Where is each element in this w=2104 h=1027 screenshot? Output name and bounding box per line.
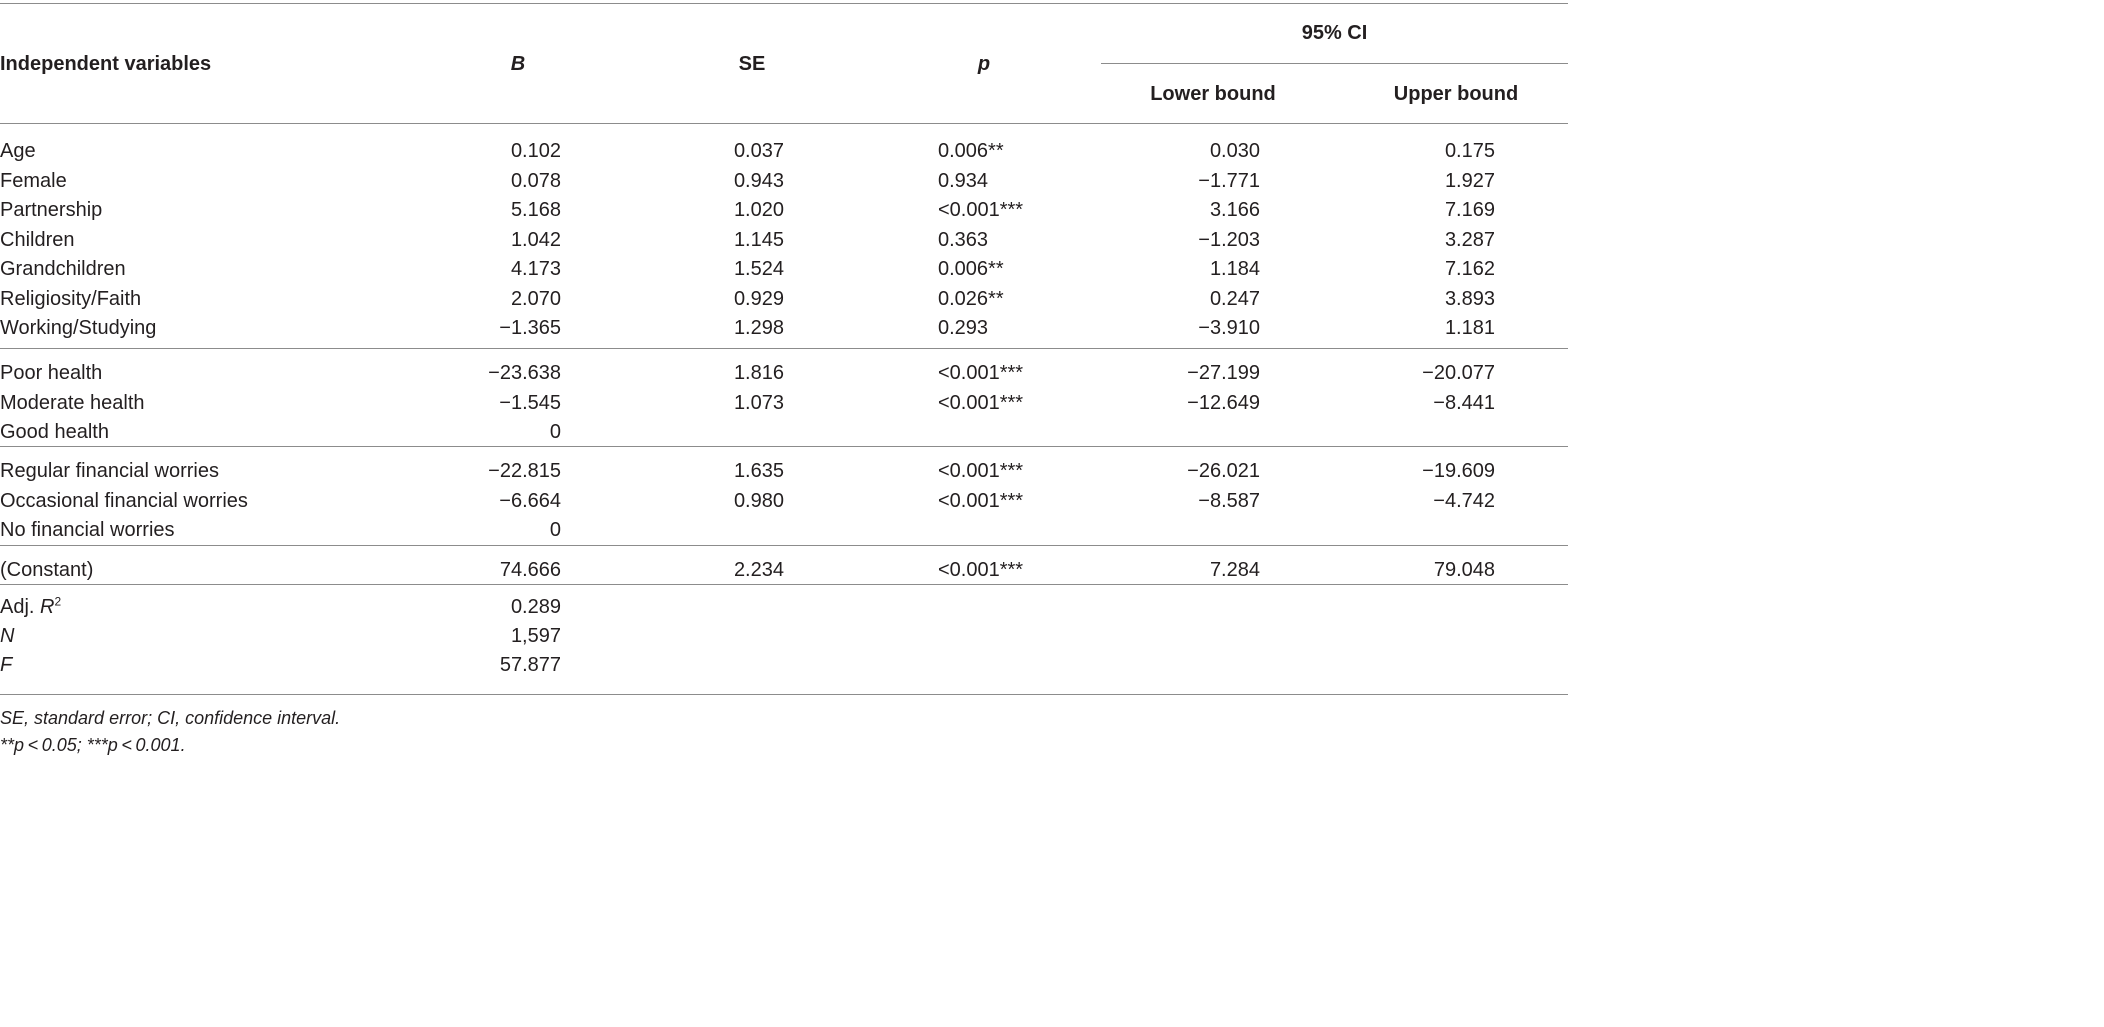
cell-se: 0.037: [733, 140, 784, 162]
cell-upper-bound: 3.287: [1444, 228, 1495, 251]
cell-variable: Female: [0, 169, 67, 192]
table-row: [0, 359, 1568, 388]
stats-value: 1,597: [510, 625, 561, 647]
cell-variable: Partnership: [0, 199, 103, 221]
cell-b: −6.664: [499, 489, 561, 512]
cell-variable: Grandchildren: [0, 258, 126, 280]
cell-variable: Religiosity/Faith: [0, 287, 142, 310]
cell-lower-bound: −27.199: [1187, 362, 1260, 384]
header-upper-bound: Upper bound: [1393, 83, 1519, 105]
cell-upper-bound: 7.162: [1444, 258, 1495, 280]
cell-lower-bound: 3.166: [1209, 199, 1260, 221]
cell-b: 1.042: [510, 228, 561, 251]
cell-lower-bound: 0.247: [1209, 287, 1260, 310]
cell-se: 1.020: [733, 199, 784, 221]
cell-b: −22.815: [488, 460, 561, 482]
footnote-significance: **p < 0.05; ***p < 0.001.: [0, 735, 186, 755]
cell-upper-bound: 79.048: [1433, 559, 1495, 581]
cell-b: 4.173: [510, 258, 561, 280]
cell-p: <0.001***: [938, 489, 1024, 512]
cell-variable: Age: [0, 140, 36, 162]
cell-p: <0.001***: [938, 362, 1024, 384]
cell-p: 0.006**: [938, 258, 1004, 280]
cell-variable: Poor health: [0, 362, 103, 384]
cell-se: 1.816: [733, 362, 784, 384]
cell-se: 2.234: [733, 559, 784, 581]
cell-p: 0.934: [938, 169, 989, 192]
cell-se: 0.943: [733, 169, 784, 192]
header-95-ci: 95% CI: [1301, 22, 1368, 44]
table-bottom-rule: [0, 694, 1568, 695]
header-lower-bound: Lower bound: [1150, 83, 1276, 105]
cell-lower-bound: −3.910: [1198, 317, 1260, 339]
cell-se: 1.635: [733, 460, 784, 482]
cell-b: −1.545: [499, 391, 561, 414]
cell-variable: Children: [0, 228, 75, 251]
table-row: [0, 314, 1568, 343]
stats-label: N: [0, 625, 15, 647]
stats-label: [0, 595, 61, 619]
cell-variable: No financial worries: [0, 519, 175, 541]
cell-b: 0.078: [510, 169, 561, 192]
cell-variable: Good health: [0, 421, 109, 443]
stats-row-adj-r2: [0, 593, 1568, 622]
cell-upper-bound: 7.169: [1444, 199, 1495, 221]
table-row: [0, 167, 1568, 196]
cell-se: 1.145: [733, 228, 784, 251]
cell-b: −23.638: [488, 362, 561, 384]
header-se: SE: [738, 53, 766, 75]
stats-row-n: [0, 622, 1568, 651]
cell-b: 0: [549, 421, 561, 443]
header-p: p: [977, 53, 991, 75]
cell-lower-bound: 0.030: [1209, 140, 1260, 162]
stats-value: 0.289: [510, 596, 561, 618]
header-b: B: [510, 53, 526, 75]
cell-lower-bound: −26.021: [1187, 460, 1260, 482]
cell-p: 0.293: [938, 317, 989, 339]
cell-upper-bound: −19.609: [1422, 460, 1495, 482]
adj-r2-variable: R: [40, 596, 55, 618]
table-row: [0, 516, 1568, 545]
adj-r2-prefix: Adj.: [0, 596, 41, 618]
ci-span-rule: [1101, 63, 1568, 64]
header-independent-variables: Independent variables: [0, 53, 212, 75]
cell-se: 1.298: [733, 317, 784, 339]
cell-b: 0.102: [510, 140, 561, 162]
header-bottom-rule: [0, 123, 1568, 124]
cell-p: 0.026**: [938, 287, 1004, 310]
cell-lower-bound: −1.203: [1198, 228, 1260, 251]
table-row: [0, 226, 1568, 255]
table-row: [0, 137, 1568, 166]
table-row: [0, 556, 1568, 585]
table-row: [0, 389, 1568, 418]
adj-r2-superscript: 2: [54, 594, 62, 609]
cell-se: 1.073: [733, 391, 784, 414]
cell-variable: Moderate health: [0, 391, 145, 414]
cell-lower-bound: −1.771: [1198, 169, 1260, 192]
group-separator-rule: [0, 584, 1568, 585]
stats-row-f: [0, 651, 1568, 680]
table-row: [0, 285, 1568, 314]
cell-upper-bound: 3.893: [1444, 287, 1495, 310]
cell-p: 0.363: [938, 228, 989, 251]
cell-b: 2.070: [510, 287, 561, 310]
cell-se: 0.980: [733, 489, 784, 512]
cell-lower-bound: −12.649: [1187, 391, 1260, 414]
cell-upper-bound: 1.181: [1444, 317, 1495, 339]
cell-variable: Regular financial worries: [0, 460, 219, 482]
cell-upper-bound: 0.175: [1444, 140, 1495, 162]
cell-variable: Working/Studying: [0, 317, 157, 339]
cell-b: 0: [549, 519, 561, 541]
cell-p: <0.001***: [938, 460, 1024, 482]
cell-se: 1.524: [733, 258, 784, 280]
stats-value: 57.877: [499, 654, 561, 676]
table-row: [0, 457, 1568, 486]
table-row: [0, 196, 1568, 225]
cell-p: <0.001***: [938, 199, 1024, 221]
stats-label: F: [0, 654, 13, 676]
cell-se: 0.929: [733, 287, 784, 310]
footnote-abbreviations: SE, standard error; CI, confidence interval.: [0, 708, 341, 728]
cell-upper-bound: −8.441: [1433, 391, 1495, 414]
cell-lower-bound: 1.184: [1209, 258, 1260, 280]
cell-upper-bound: −4.742: [1433, 489, 1495, 512]
cell-p: <0.001***: [938, 559, 1024, 581]
table-row: [0, 418, 1568, 447]
cell-p: <0.001***: [938, 391, 1024, 414]
cell-upper-bound: −20.077: [1422, 362, 1495, 384]
cell-variable: (Constant): [0, 559, 94, 581]
cell-b: 5.168: [510, 199, 561, 221]
group-separator-rule: [0, 446, 1568, 447]
table-row: [0, 487, 1568, 516]
cell-b: 74.666: [499, 559, 561, 581]
cell-lower-bound: 7.284: [1209, 559, 1260, 581]
group-separator-rule: [0, 348, 1568, 349]
cell-variable: Occasional financial worries: [0, 489, 248, 512]
cell-p: 0.006**: [938, 140, 1004, 162]
cell-b: −1.365: [499, 317, 561, 339]
cell-lower-bound: −8.587: [1198, 489, 1260, 512]
table-top-rule: [0, 3, 1568, 4]
group-separator-rule: [0, 545, 1568, 546]
table-row: [0, 255, 1568, 284]
cell-upper-bound: 1.927: [1444, 169, 1495, 192]
